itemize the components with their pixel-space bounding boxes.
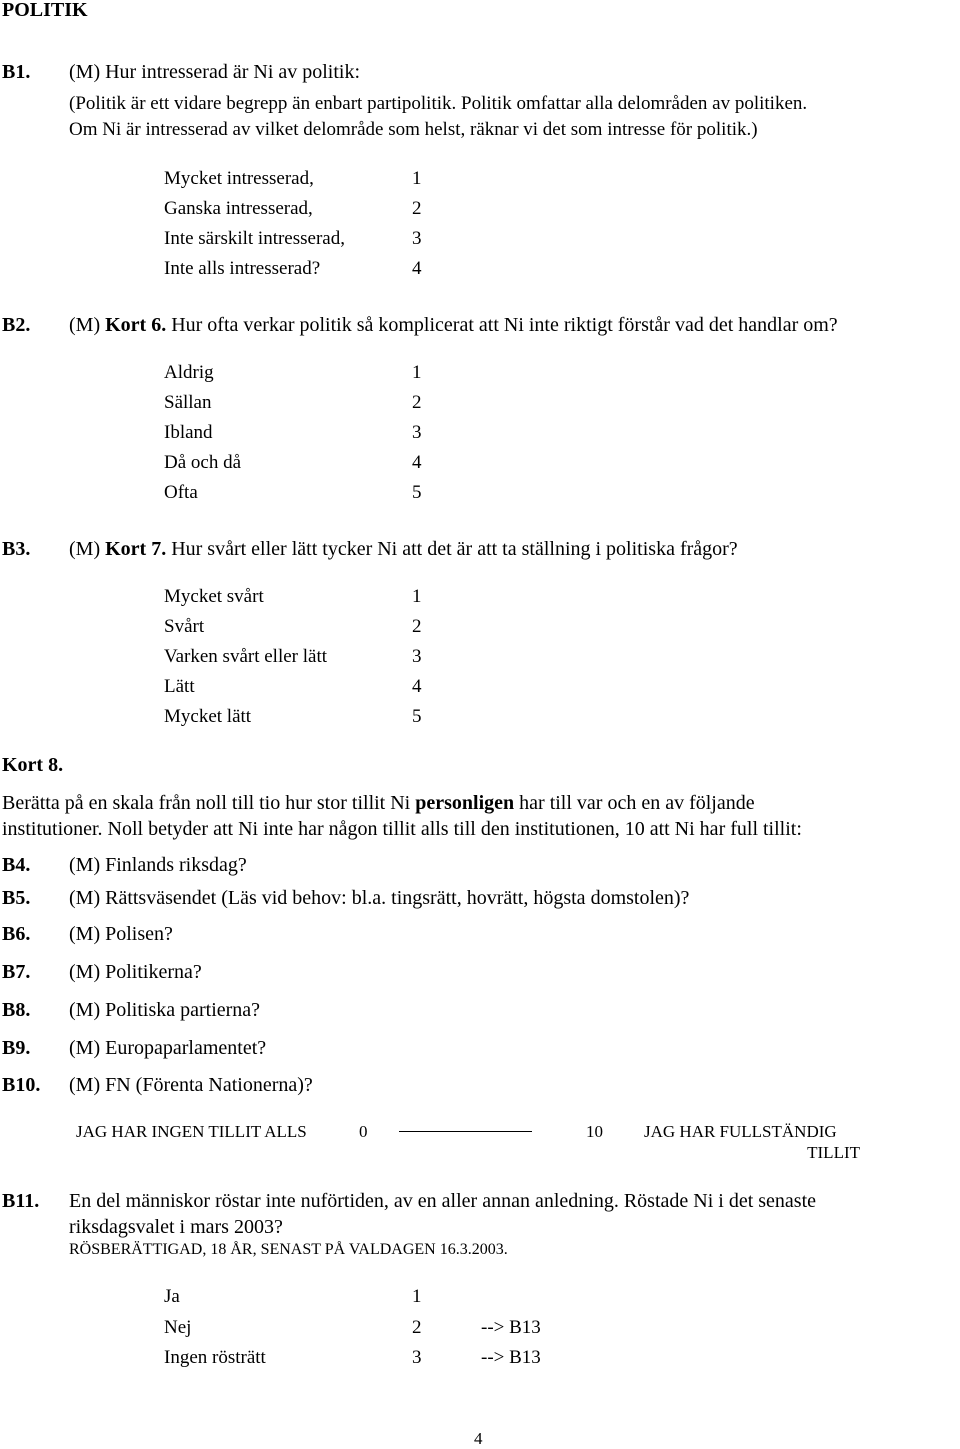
card-heading: Kort 8.: [2, 754, 64, 776]
card-intro-line2: institutioner. Noll betyder att Ni inte har någon tillit alls till den institutionen, 10 att Ni har full tillit:: [2, 818, 802, 840]
question-body: Hur ofta verkar politik så komplicerat att Ni inte riktigt förstår vad det handlar om?: [171, 314, 838, 336]
question-note-b1-line2: Om Ni är intresserad av vilket delområde som helst, räknar vi det som intresse för politik.): [69, 119, 758, 140]
question-text-b9: (M) Europaparlamentet?: [69, 1037, 267, 1059]
option-label: Svårt: [164, 616, 205, 637]
question-prefix: (M): [69, 538, 101, 560]
option-label: Då och då: [164, 452, 242, 473]
question-text-b8: (M) Politiska partierna?: [69, 999, 261, 1021]
option-code: 2: [412, 616, 422, 637]
card-intro: [2, 791, 755, 815]
option-label: Ofta: [164, 482, 198, 503]
question-body: Hur svårt eller lätt tycker Ni att det är att ta ställning i politiska frågor?: [171, 538, 738, 560]
skip-instruction: --> B13: [481, 1317, 541, 1338]
option-code: 1: [412, 586, 422, 607]
page-number: 4: [474, 1429, 483, 1448]
option-code: 3: [412, 1347, 422, 1368]
option-code: 1: [412, 168, 422, 189]
card-intro-text-end: har till var och en av följande: [519, 792, 755, 814]
question-number-b6: B6.: [2, 923, 31, 945]
option-label: Ja: [164, 1286, 180, 1307]
option-code: 2: [412, 198, 422, 219]
card-intro-text: Berätta på en skala från noll till tio hur stor tillit Ni: [2, 792, 411, 814]
option-code: 5: [412, 482, 422, 503]
option-code: 1: [412, 1286, 422, 1307]
question-number-b8: B8.: [2, 999, 31, 1021]
option-code: 3: [412, 228, 422, 249]
option-code: 3: [412, 646, 422, 667]
option-code: 4: [412, 258, 422, 279]
option-label: Mycket intresserad,: [164, 168, 314, 189]
option-label: Nej: [164, 1317, 192, 1338]
option-code: 4: [412, 676, 422, 697]
option-label: Inte alls intresserad?: [164, 258, 321, 279]
scale-line: [399, 1131, 532, 1132]
option-label: Inte särskilt intresserad,: [164, 228, 345, 249]
skip-instruction: --> B13: [481, 1347, 541, 1368]
question-number-b9: B9.: [2, 1037, 31, 1059]
question-text-b2: [69, 313, 838, 337]
question-number-b2: B2.: [2, 314, 31, 336]
option-label: Mycket svårt: [164, 586, 264, 607]
question-text-b4: (M) Finlands riksdag?: [69, 854, 247, 876]
question-text-b11: En del människor röstar inte nuförtiden, av en aller annan anledning. Röstade Ni i det senaste: [69, 1190, 817, 1212]
option-label: Ingen rösträtt: [164, 1347, 266, 1368]
question-text-b10: (M) FN (Förenta Nationerna)?: [69, 1074, 313, 1096]
option-label: Ibland: [164, 422, 213, 443]
option-label: Lätt: [164, 676, 195, 697]
question-text-b5: (M) Rättsväsendet (Läs vid behov: bl.a. tingsrätt, hovrätt, högsta domstolen)?: [69, 887, 690, 909]
question-number-b11: B11.: [2, 1190, 40, 1212]
scale-min-value: 0: [359, 1122, 368, 1141]
option-code: 2: [412, 392, 422, 413]
card-reference: Kort 7.: [105, 538, 167, 560]
question-text-b7: (M) Politikerna?: [69, 961, 202, 983]
option-code: 5: [412, 706, 422, 727]
scale-left-label: JAG HAR INGEN TILLIT ALLS: [76, 1122, 307, 1141]
question-number-b1: B1.: [2, 61, 31, 83]
option-label: Aldrig: [164, 362, 214, 383]
question-text-b3: [69, 537, 738, 561]
option-label: Sällan: [164, 392, 212, 413]
question-number-b5: B5.: [2, 887, 31, 909]
option-code: 1: [412, 362, 422, 383]
question-text-b6: (M) Polisen?: [69, 923, 173, 945]
question-number-b10: B10.: [2, 1074, 41, 1096]
scale-max-value: 10: [586, 1122, 603, 1141]
option-code: 2: [412, 1317, 422, 1338]
option-code: 3: [412, 422, 422, 443]
question-number-b7: B7.: [2, 961, 31, 983]
question-text-b1: (M) Hur intresserad är Ni av politik:: [69, 61, 361, 83]
option-label: Ganska intresserad,: [164, 198, 313, 219]
option-label: Varken svårt eller lätt: [164, 646, 328, 667]
question-number-b3: B3.: [2, 538, 31, 560]
card-reference: Kort 6.: [105, 314, 167, 336]
section-title: POLITIK: [2, 0, 88, 21]
question-number-b4: B4.: [2, 854, 31, 876]
question-note-b1: (Politik är ett vidare begrepp än enbart partipolitik. Politik omfattar alla delområden av politiken.: [69, 93, 808, 114]
scale-right-label-line2: TILLIT: [807, 1143, 860, 1162]
question-prefix: (M): [69, 314, 101, 336]
interviewer-note: RÖSBERÄTTIGAD, 18 ÅR, SENAST PÅ VALDAGEN 16.3.2003.: [69, 1241, 508, 1258]
card-intro-emphasis: personligen: [415, 792, 515, 814]
option-label: Mycket lätt: [164, 706, 252, 727]
option-code: 4: [412, 452, 422, 473]
question-text-b11-line2: riksdagsvalet i mars 2003?: [69, 1216, 283, 1238]
scale-right-label: JAG HAR FULLSTÄNDIG: [644, 1122, 837, 1141]
